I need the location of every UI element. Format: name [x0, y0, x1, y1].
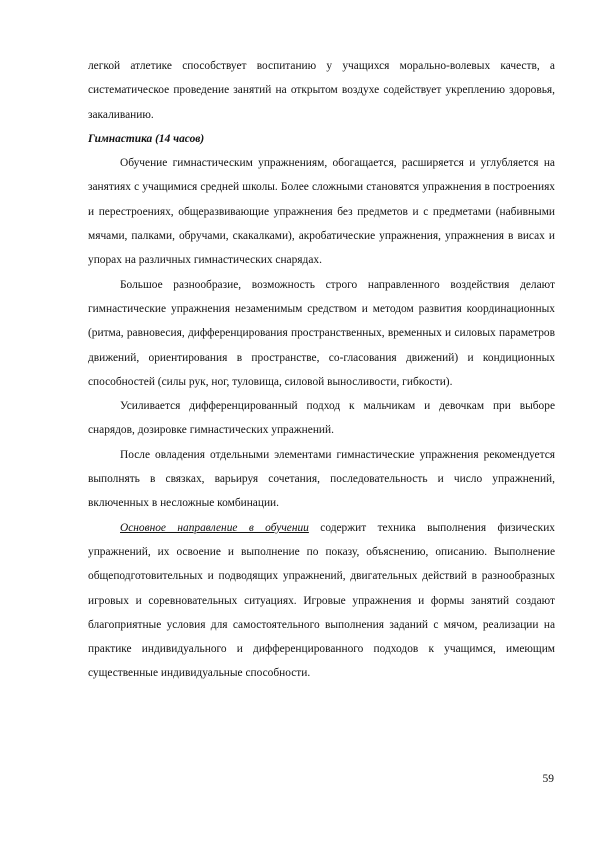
paragraph-variety-exercises: Большое разнообразие, возможность строго направленного воздействия делают гимнастические упражнения незаменимым средством и методом развития координационных (ритма, равновесия, дифференцирования пространственных, временных и силовых параметров движений, ориентирования в пространстве, со-гласования движений) и кондиционных способностей (силы рук, ног, туловища, силовой выносливости, гибкости). — [88, 278, 555, 388]
main-direction-text: содержит техника выполнения физических упражнений, их освоение и выполнение по показу, объяснению, описанию. Выполнение общеподготовительных и подводящих упражнений, двигательных действий в разнообразных игровых и соревновательных ситуациях. Игровые упражнения и формы занятий создают благоприятные условия для самостоятельного выполнения заданий с мячом, реализации на практике индивидуального и дифференцированного подходов к учащимся, имеющим существенные индивидуальные способности. — [88, 521, 556, 680]
page-number: 59 — [542, 773, 554, 785]
paragraph-continuation: легкой атлетике способствует воспитанию у учащихся морально-волевых качеств, а систематическое проведение занятий на открытом воздухе содействует укреплению здоровья, закаливанию. — [88, 60, 555, 121]
paragraph-gymnastics-training: Обучение гимнастическим упражнениям, обогащается, расширяется и углубляется на занятиях с учащимися средней школы. Более сложными становятся упражнения в построениях и перестроениях, общеразвивающие упражнения без предметов и с предметами (набивными мячами, палками, обручами, скакалками), акробатические упражнения, упражнения в висах и упорах на различных гимнастических снарядах. — [88, 157, 555, 267]
body-text — [88, 54, 555, 686]
section-heading-gymnastics: Гимнастика (14 часов) — [88, 132, 205, 145]
paragraph-combinations: После овладения отдельными элементами гимнастические упражнения рекомендуется выполнять в связках, варьируя сочетания, последовательность и число упражнений, включенных в несложные комбинации. — [88, 448, 555, 510]
paragraph-differentiated-approach: Усиливается дифференцированный подход к мальчикам и девочкам при выборе снарядов, дозировке гимнастических упражнений. — [88, 400, 555, 437]
main-direction-lead: Основное направление в обучении — [120, 521, 309, 534]
paragraph-main-direction — [88, 516, 555, 686]
